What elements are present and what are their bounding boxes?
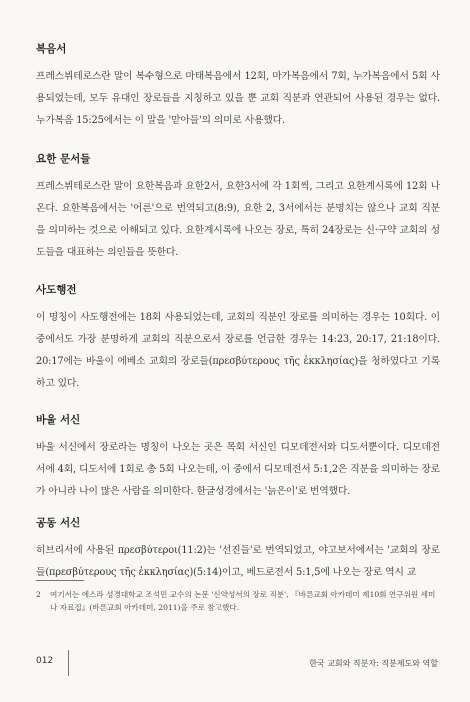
- running-footer-title: 한국 교회와 직분자: 직분제도와 역할: [309, 659, 438, 668]
- footnote-divider: [36, 580, 84, 581]
- section-body: 프레스뷔테로스란 말이 요한복음과 요한2서, 요한3서에 각 1회씩, 그리고 요한계시록에 12회 나온다. 요한복음에서는 '어른'으로 번역되고(8:9), 요한 2, 3서에서는 분명치는 않으나 교회 직분을 의미하는 것으로 이해되고 있다. 요한계시록에 나오는 장로, 특히 24장로는 신·구약 교회의 성도들을 대표하는 의인들을 뜻한다.: [36, 181, 440, 258]
- section-general-epistles: [36, 516, 440, 584]
- section-body: 프레스뷔테로스란 말이 복수형으로 마태복음에서 12회, 마가복음에서 7회, 누가복음에서 5회 사용되었는데, 모두 유대인 장로들을 지칭하고 있을 뿐 교회 직분과 연관되어 사용된 경우는 없다. 누가복음 15:25에서는 이 말을 '맏아들'의 의미로 사용했다.: [36, 71, 440, 126]
- footnote-number: 2: [36, 590, 41, 599]
- section-heading: 복음서: [36, 43, 67, 55]
- section-acts: [36, 283, 440, 395]
- section-body: 이 명칭이 사도행전에는 18회 사용되었는데, 교회의 직분인 장로를 의미하는 경우는 10회다. 이 중에서도 가장 분명하게 교회의 직분으로서 장로를 언급한 경우는 14:23, 20:17, 21:18이다. 20:17에는 바울이 에베소 교회의 장로들(πρεσβύτερους τῆς ἐκκλησίας)을 청하였다고 기록하고 있다.: [36, 312, 440, 389]
- section-pauline: [36, 413, 440, 503]
- section-body: 히브리서에 사용된 πρεσβύτεροι(11:2)는 '선진들'로 번역되었고, 야고보서에서는 '교회의 장로들(πρεσβύτερους τῆς ἐκκλησίας)(5:14)이고, 베드로전서 5:1,5에 나오는 장로 역시 교: [36, 545, 440, 578]
- section-heading: 바울 서신: [36, 414, 81, 426]
- footnote-text: 여기서는 에스라 성경대학교 조석민 교수의 논문 '신약성서의 장로 직분', 『바른교회 아카데미 제10회 연구위원 세미나 자료집』(바른교회 아카데미, 2011)을 주로 참고했다.: [50, 590, 436, 612]
- section-heading: 공동 서신: [36, 517, 81, 529]
- section-heading: 요한 문서들: [36, 153, 91, 165]
- section-gospels: [36, 42, 440, 132]
- footer-divider: [68, 650, 69, 676]
- section-johannine: [36, 152, 440, 264]
- footnote: [36, 588, 440, 614]
- page-number: 012: [36, 656, 54, 666]
- section-body: 바울 서신에서 장로라는 명칭이 나오는 곳은 목회 서신인 디모데전서와 디도서뿐이다. 디모데전서에 4회, 디도서에 1회로 총 5회 나오는데, 이 중에서 디모데전서 5:1,2은 직분을 의미하는 장로가 아니라 나이 많은 사람을 의미한다. 한글성경에서는 '늙은이'로 번역했다.: [36, 442, 440, 497]
- section-heading: 사도행전: [36, 284, 77, 296]
